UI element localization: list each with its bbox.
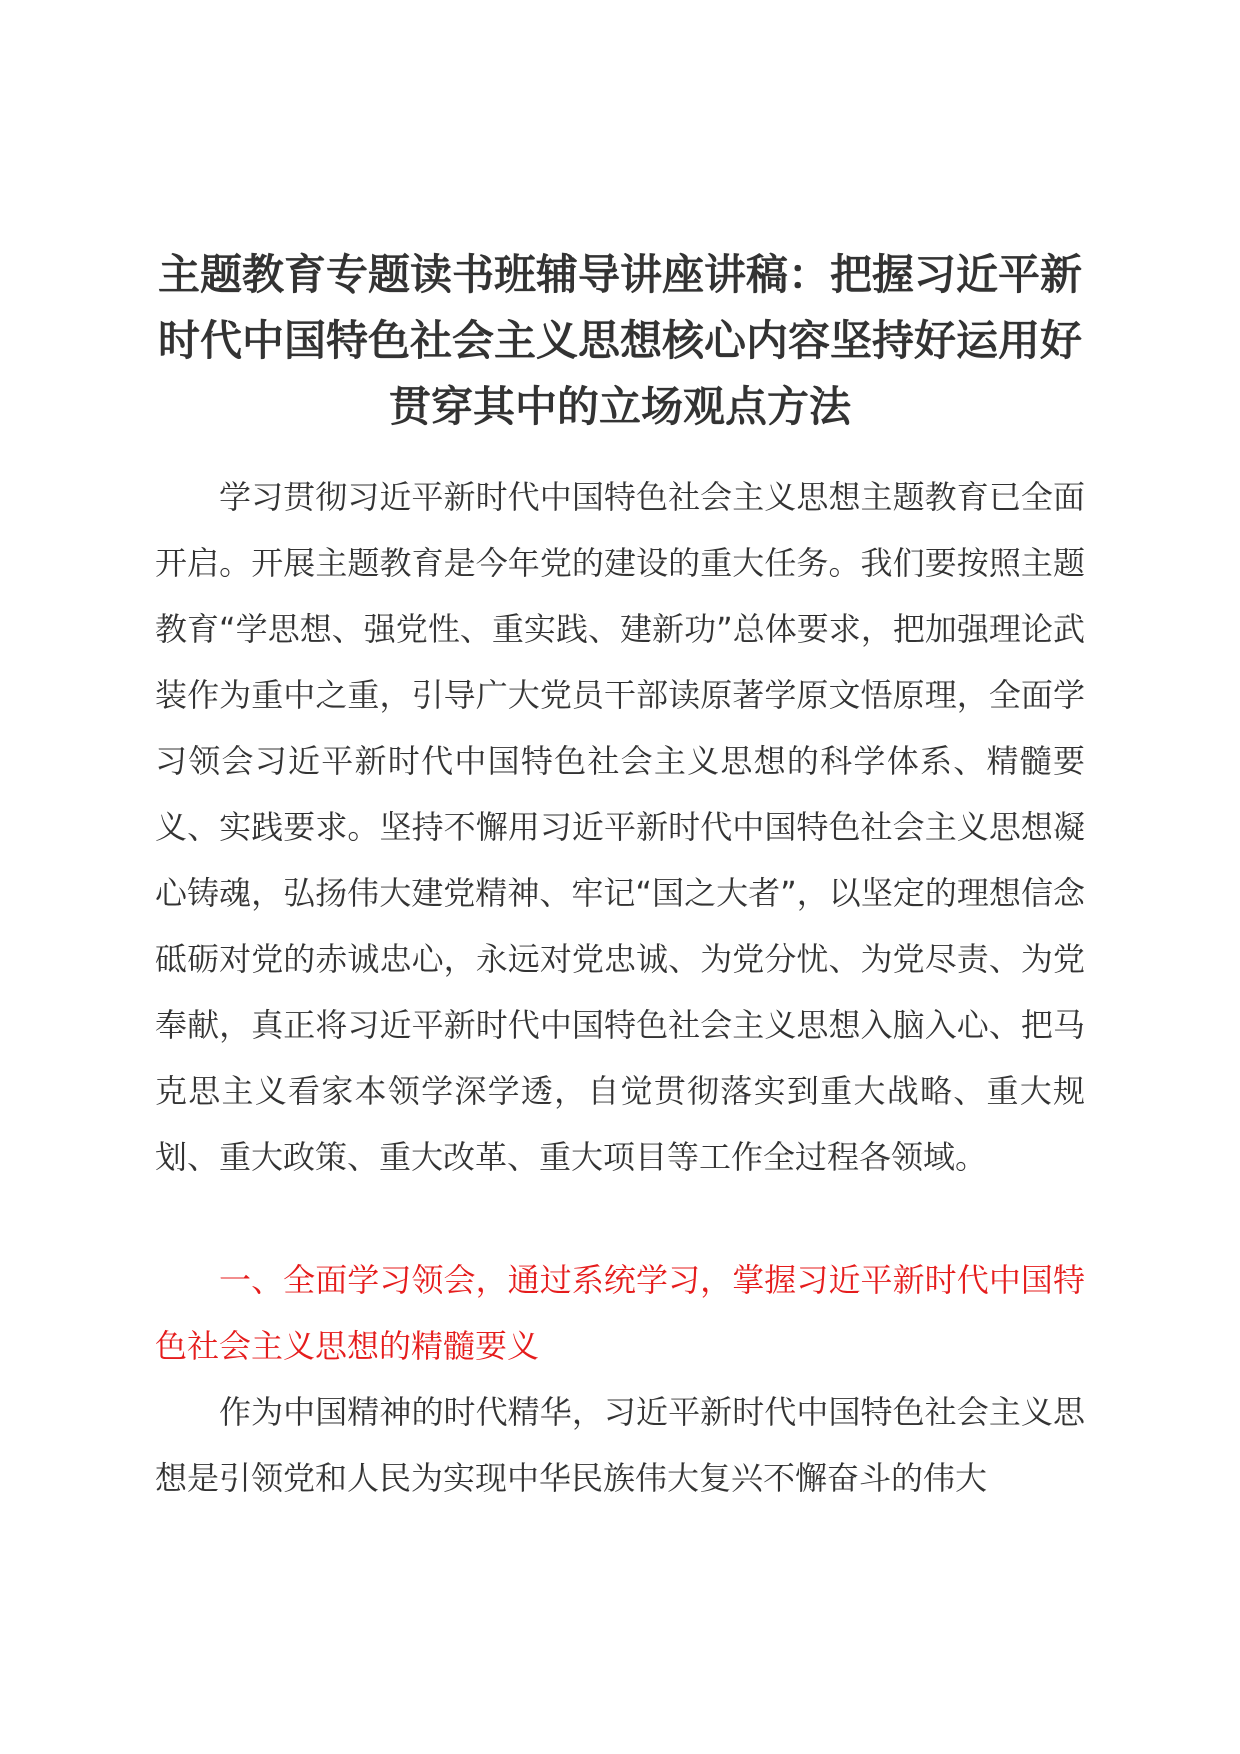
section-heading-1: 一、全面学习领会，通过系统学习，掌握习近平新时代中国特色社会主义思想的精髓要义: [155, 1261, 1085, 1365]
intro-paragraph: 学习贯彻习近平新时代中国特色社会主义思想主题教育已全面开启。开展主题教育是今年党的建设的重大任务。我们要按照主题教育“学思想、强党性、重实践、建新功”总体要求，把加强理论武装作为重中之重，引导广大党员干部读原著学原文悟原理，全面学习领会习近平新时代中国特色社会主义思想的科学体系、精髓要义、实践要求。坚持不懈用习近平新时代中国特色社会主义思想凝心铸魂，弘扬伟大建党精神、牢记“国之大者”，以坚定的理想信念砥砺对党的赤诚忠心，永远对党忠诚、为党分忧、为党尽责、为党奉献，真正将习近平新时代中国特色社会主义思想入脑入心、把马克思主义看家本领学深学透，自觉贯彻落实到重大战略、重大规划、重大政策、重大改革、重大项目等工作全过程各领域。: [155, 478, 1085, 1176]
section-1-paragraph: 作为中国精神的时代精华，习近平新时代中国特色社会主义思想是引领党和人民为实现中华民族伟大复兴不懈奋斗的伟大: [155, 1393, 1085, 1497]
document-title: 主题教育专题读书班辅导讲座讲稿：把握习近平新时代中国特色社会主义思想核心内容坚持好运用好贯穿其中的立场观点方法: [157, 250, 1082, 431]
